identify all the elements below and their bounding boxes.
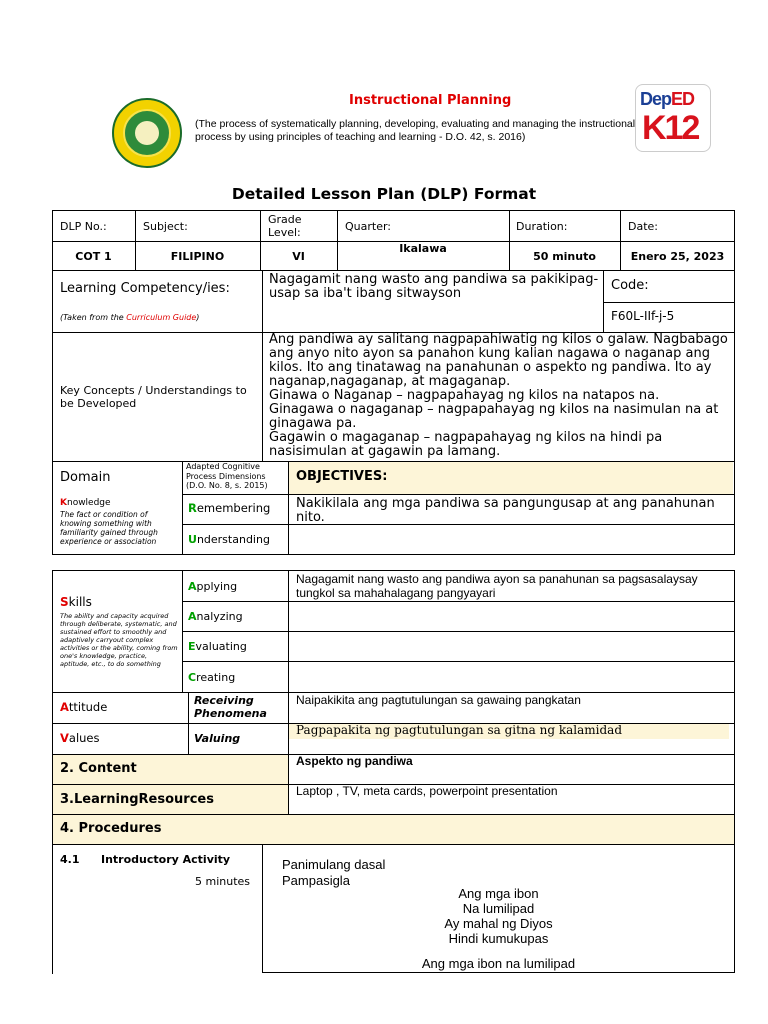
key-concepts-text: Ang pandiwa ay salitang nagpapahiwatig ng kilos o galaw. Nagbabago ang anyo nito ayon sa panahon kung kalian nagawa o naganap ang kilos. Ito ang tinatawag na panahunan o aspekto ng pandiwa. Ito ay naganap,nagaganap, at magaganap. Ginawa o Naganap – nagpapahayag ng kilos na natapos na. Ginagawa o nagaganap – nagpapahayag ng kilos na nasimulan na at ginagawa pa. Gagawin o magaganap – nagpapahayag ng kilos na hindi pa nasisimulan at gagawin pa lamang.: [269, 332, 728, 459]
resources-value: Laptop , TV, meta cards, powerpoint presentation: [296, 784, 558, 798]
intro-number: 4.1: [60, 853, 80, 866]
date-label: Date:: [628, 220, 658, 233]
poem-line-4: Hindi kumukupas: [448, 931, 549, 946]
date-value: Enero 25, 2023: [630, 250, 725, 263]
values-objective: Pagpapakita ng pagtutulungan sa gitna ng kalamidad: [296, 723, 623, 737]
intro-label: Introductory Activity: [101, 853, 231, 866]
understanding-label: Understanding: [188, 533, 270, 546]
creating-label: Creating: [188, 671, 236, 684]
attitude-objective: Naipakikita ang pagtutulungan sa gawaing pangkatan: [296, 693, 581, 707]
remembering-label: Remembering: [188, 501, 271, 515]
remembering-objective: Nakikilala ang mga pandiwa sa pangungusap at ang panahunan nito.: [296, 496, 715, 525]
grade-label: Grade Level:: [268, 213, 302, 239]
intro-content: [262, 844, 735, 973]
knowledge-label: Knowledge: [60, 498, 111, 508]
duration-label: Duration:: [516, 220, 568, 233]
values-level: Valuing: [194, 732, 241, 745]
content-label: 2. Content: [60, 761, 137, 776]
poem-line-3: Ay mahal ng Diyos: [444, 916, 553, 931]
applying-objective: Nagagamit nang wasto ang pandiwa ayon sa panahunan sa pagsasalaysay tungkol sa mahahalagang pangyayari: [296, 572, 698, 600]
document-title: Detailed Lesson Plan (DLP) Format: [231, 185, 537, 203]
competency-note: (Taken from the Curriculum Guide): [60, 313, 200, 322]
poem-line-1: Ang mga ibon: [458, 886, 539, 901]
applying-label: Applying: [188, 580, 238, 593]
poem-line-5: Ang mga ibon na lumilipad: [421, 956, 576, 971]
skills-desc: The ability and capacity acquired through deliberate, systematic, and sustained effort to smoothly and adaptively carryout complex activities or the ability, coming from one's knowledge, practice, aptitude, etc., to do something: [60, 612, 178, 668]
quarter-label: Quarter:: [345, 220, 392, 233]
intro-line-2: Pampasigla: [282, 873, 350, 888]
domain-label: Domain: [60, 470, 111, 485]
competency-text: Nagagamit nang wasto ang pandiwa sa pakikipag-usap sa iba't ibang sitwayson: [269, 272, 599, 301]
key-concepts-label: Key Concepts / Understandings to be Developed: [60, 384, 247, 410]
attitude-level: Receiving Phenomena: [194, 694, 267, 720]
grade-value: VI: [292, 250, 305, 263]
subject-label: Subject:: [143, 220, 188, 233]
objectives-label: OBJECTIVES:: [296, 469, 388, 484]
deped-seal-icon: [112, 98, 182, 168]
quarter-value: Ikalawa: [399, 242, 447, 255]
code-label: Code:: [611, 278, 649, 293]
code-value: F60L-IIf-j-5: [611, 309, 675, 323]
attitude-label: Attitude: [60, 700, 108, 714]
content-value: Aspekto ng pandiwa: [296, 754, 413, 768]
resources-label: 3.LearningResources: [60, 792, 214, 807]
intro-time: 5 minutes: [195, 875, 251, 888]
competency-label: Learning Competency/ies:: [60, 281, 230, 296]
dlp-no-label: DLP No.:: [60, 220, 107, 233]
procedures-label: 4. Procedures: [60, 821, 162, 836]
deped-k12-logo: DepED K12: [635, 84, 711, 152]
subject-value: FILIPINO: [170, 250, 225, 263]
values-label: Values: [60, 731, 100, 745]
poem-line-2: Na lumilipad: [462, 901, 535, 916]
evaluating-label: Evaluating: [188, 640, 247, 653]
adapted-dimensions: Adapted Cognitive Process Dimensions (D.O. No. 8, s. 2015): [186, 462, 268, 490]
skills-label: Skills: [60, 595, 92, 609]
header-description: (The process of systematically planning, developing, evaluating and managing the instructional process by using principles of teaching and learning - D.O. 42, s. 2016): [195, 118, 636, 143]
analyzing-label: Analyzing: [188, 610, 243, 623]
knowledge-desc: The fact or condition of knowing something with familiarity gained through experience or association: [60, 510, 158, 546]
duration-value: 50 minuto: [533, 250, 596, 263]
intro-line-1: Panimulang dasal: [282, 857, 386, 872]
dlp-no-value: COT 1: [75, 250, 112, 263]
header-title: Instructional Planning: [349, 93, 512, 108]
